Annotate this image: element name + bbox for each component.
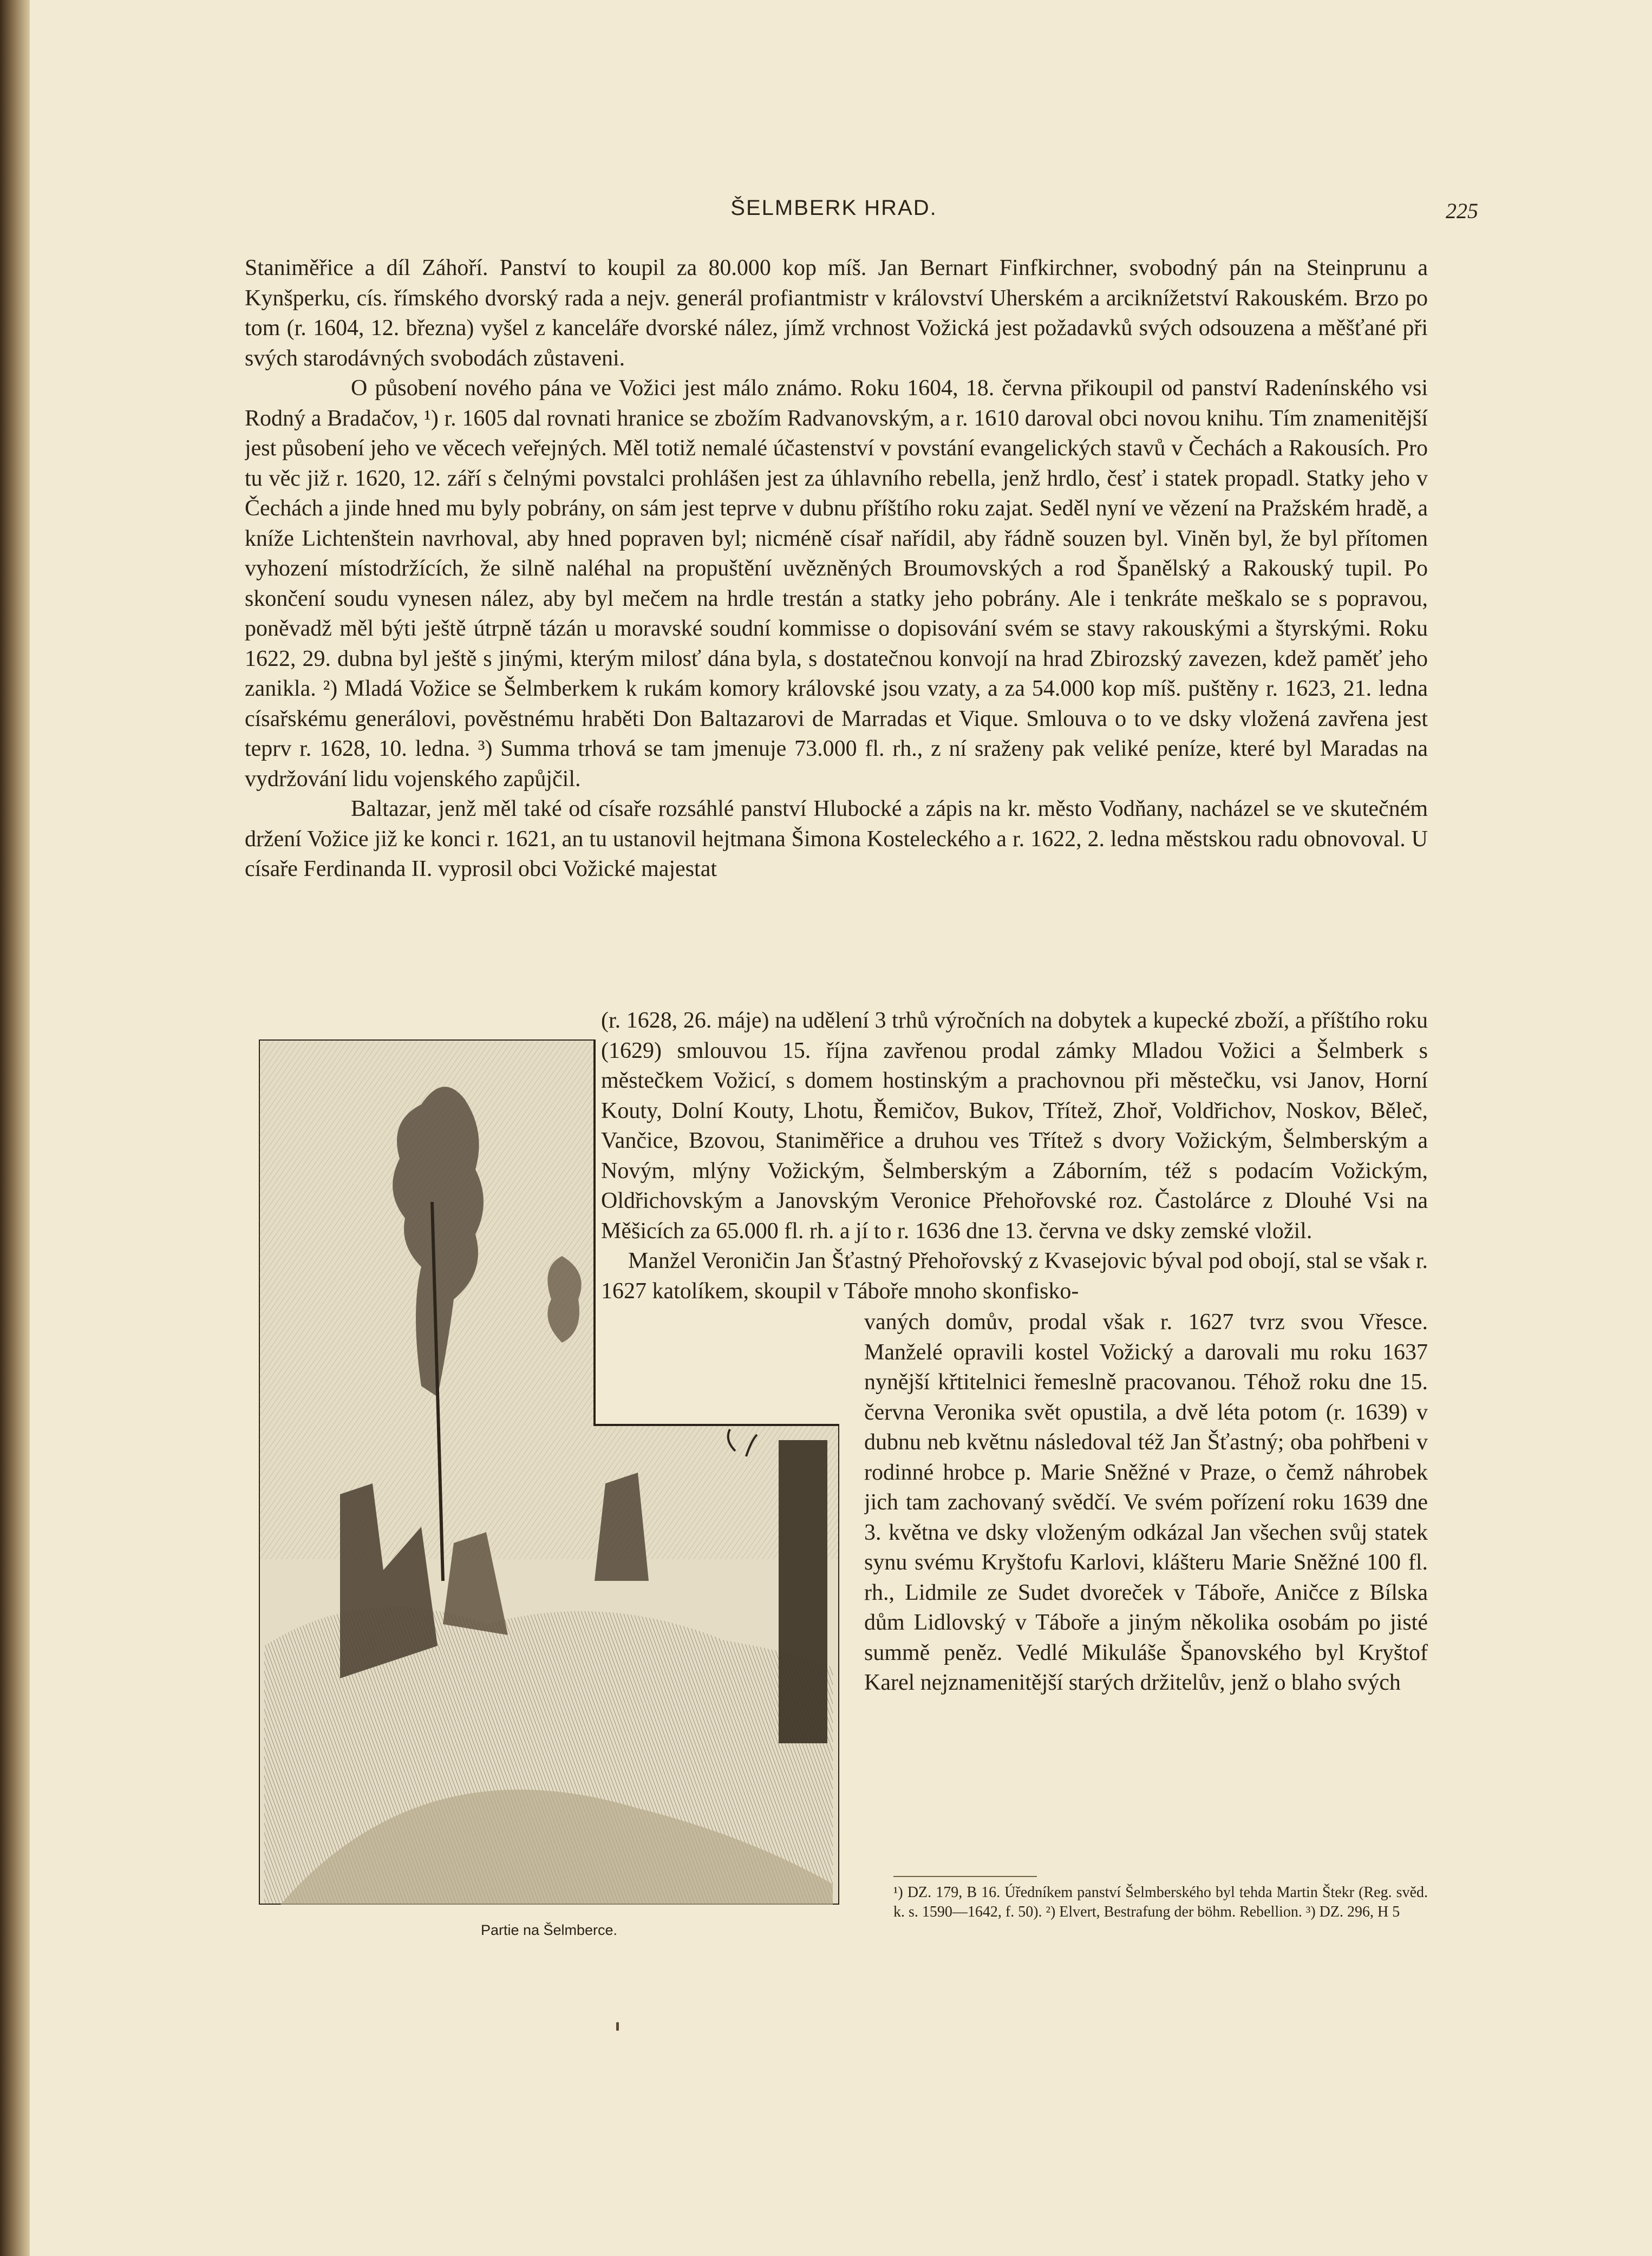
page-number: 225 — [1446, 199, 1478, 223]
footnote-divider — [893, 1876, 1037, 1877]
paragraph-4-continued: vaných domův, prodal však r. 1627 tvrz svou Vřesce. Manželé opravili kostel Vožický a darovali mu roku 1637 nynější křtitelnici řemeslně pracovanou. Téhož roku dne 15. června Veronika svět opustila, a dvě léta potom (r. 1639) v dubnu neb květnu následoval též Jan Šťastný; oba pohřbeni v rodinné hrobce p. Marie Sněžné v Praze, o čemž náhrobek jich tam zachovaný svědčí. Ve svém pořízení roku 1639 dne 3. května ve dsky vloženým odkázal Jan všechen svůj statek synu svému Kryštofu Karlovi, klášteru Marie Sněžné 100 fl. rh., Lidmile ze Sudet dvoreček v Táboře, Aničce z Bílska dům Lidlovský v Táboře a jiným několika osobám po jisté summě peněz. Vedlé Mikuláše Španovského byl Kryštof Karel nejznamenitější starých držitelův, jenž o blaho svých — [864, 1310, 1428, 1695]
book-binding-edge — [0, 0, 30, 2256]
page-header — [0, 196, 1652, 234]
footnote-text: ¹) DZ. 179, B 16. Úředníkem panství Šelmberského byl tehda Martin Štekr (Reg. svěd. k. s. 1590—1642, f. 50). ²) Elvert, Bestrafung der böhm. Rebellion. ³) DZ. 296, H 5 — [893, 1884, 1428, 1920]
paragraph-3-start: Baltazar, jenž měl také od císaře rozsáhlé panství Hlubocké a zápis na kr. město Vodňany, nacházel se ve skutečném držení Vožice již ke konci r. 1621, an tu ustanovil hejtmana Šimona Kosteleckého a r. 1622, 2. ledna městskou radu obnovoval. U císaře Ferdinanda II. vyprosil obci Vožické majestat — [245, 796, 1428, 881]
stray-ink-mark — [616, 2022, 619, 2031]
paragraph-2: O působení nového pána ve Vožici jest málo známo. Roku 1604, 18. června přikoupil od panství Radenínského vsi Rodný a Bradačov, ¹) r. 1605 dal rovnati hranice se zbožím Radvanovským, a r. 1610 daroval obci novou knihu. Tím znamenitější jest působení jeho ve věcech veřejných. Měl totiž nemalé účastenství v povstání evangelických stavů v Čechách a Rakousích. Pro tu věc již r. 1620, 12. září s čelnými povstalci prohlášen jest za úhlavního rebella, jenž hrdlo, česť i statek propadl. Statky jeho v Čechách a jinde hned mu byly pobrány, on sám jest teprve v dubnu příštího roku zajat. Seděl nyní ve vězení na Pražském hradě, a kníže Lichtenštein navrhoval, aby hned popraven byl; nicméně císař nařídil, aby řádně souzen byl. Viněn byl, že byl přítomen vyhození místodržících, že silně naléhal na propuštění uvězněných Broumovských a rod Španělský a Rakouský tupil. Po skončení soudu vynesen nález, aby byl mečem na hrdle trestán a statky jeho pobrány. Ale i tenkráte meškalo se s popravou, poněvadž měl býti ještě útrpně tázán u moravské soudní kommisse o dopisování svém se stavy rakouskými a štyrskými. Roku 1622, 29. dubna byl ještě s jinými, kterým milosť dána byla, s dostatečnou konvojí na hrad Zbirozský zavezen, kdež paměť jeho zanikla. ²) Mladá Vožice se Šelmberkem k rukám komory královské jsou vzaty, a za 54.000 kop míš. puštěny r. 1623, 21. ledna císařskému generálovi, pověstnému hraběti Don Baltazarovi de Marradas et Vique. Smlouva o to ve dsky vložená zavřena jest teprv r. 1628, 10. ledna. ³) Summa trhová se tam jmenuje 73.000 fl. rh., z ní sraženy pak veliké peníze, které byl Maradas na vydržování lidu vojenského zapůjčil. — [245, 376, 1428, 792]
ruins-engraving — [259, 1039, 839, 1905]
footnotes — [893, 1883, 1428, 1922]
engraving-illustration — [259, 1039, 839, 1905]
paragraph-4-start: Manžel Veroničin Jan Šťastný Přehořovský z Kvasejovic býval pod obojí, stal se však r. 1627 katolíkem, skoupil v Táboře mnoho skonfisko- — [601, 1248, 1428, 1304]
figure-caption: Partie na Šelmberce. — [480, 1922, 618, 1938]
main-text-narrow-column — [864, 1307, 1428, 1862]
paragraph-1: Staniměřice a díl Záhoří. Panství to koupil za 80.000 kop míš. Jan Bernart Finfkirchner, svobodný pán na Steinprunu a Kynšperku, cís. římského dvorský rada a nejv. generál profiantmistr v království Uherském a arciknížetství Rakouském. Brzo po tom (r. 1604, 12. března) vyšel z kanceláře dvorské nález, jímž vrchnost Vožická jest požadavků svých odsouzena a měšťané při svých starodávných svobodách zůstaveni. — [245, 256, 1428, 371]
running-title: ŠELMBERK HRAD. — [730, 196, 937, 220]
main-text-full-width — [245, 253, 1428, 1022]
paragraph-3-continued: (r. 1628, 26. máje) na udělení 3 trhů výročních na dobytek a kupecké zboží, a příštího roku (1629) smlouvou 15. října zavřenou prodal zámky Mladou Vožici a Šelmberk s městečkem Vožicí, s domem hostinským a prachovnou při městečku, vsi Janov, Horní Kouty, Dolní Kouty, Lhotu, Řemičov, Bukov, Třítež, Zhoř, Voldřichov, Noskov, Běleč, Vančice, Bzovou, Staniměřice a druhou ves Třítež s dvory Vožickým, Šelmberským a Novým, mlýny Vožickým, Šelmberským a Záborním, též s podacím Vožickým, Oldřichovským a Janovským Veronice Přehořovské roz. Častolárce z Dlouhé Vsi na Měšicích za 65.000 fl. rh. a jí to r. 1636 dne 13. června ve dsky zemské vložil. — [601, 1008, 1428, 1244]
